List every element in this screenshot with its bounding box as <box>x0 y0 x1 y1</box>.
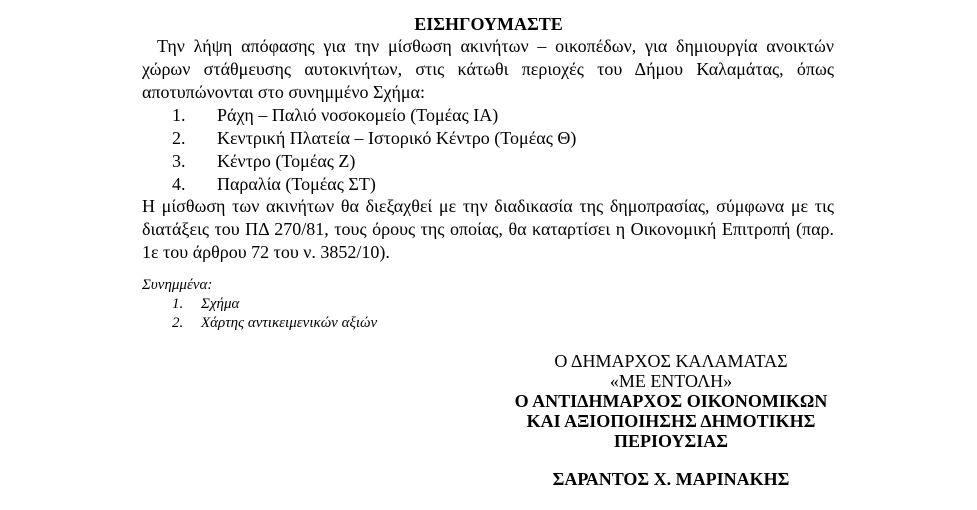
list-item <box>172 104 576 127</box>
list-item-number: 1. <box>172 105 186 125</box>
list-item <box>172 127 576 150</box>
list-item <box>172 173 576 196</box>
proposal-paragraph: Την λήψη απόφασης για την μίσθωση ακινήτων – οικοπέδων, για δημιουργία ανοικτών χώρων στάθμευσης αυτοκινήτων, στις κάτωθι περιοχές του Δήμου Καλαμάτας, όπως αποτυπώνονται στο συνημμένο Σχήμα: <box>142 36 834 102</box>
list-item-number: 4. <box>172 174 186 194</box>
list-item <box>172 295 377 314</box>
list-item <box>172 314 377 333</box>
list-item-text: Κέντρο (Τομέας Ζ) <box>217 151 356 171</box>
attachments-title: Συνημμένα: <box>142 277 213 293</box>
signature-line-title-cont: ΚΑΙ ΑΞΙΟΠΟΙΗΣΗΣ ΔΗΜΟΤΙΚΗΣ <box>526 411 816 431</box>
document-heading: ΕΙΣΗΓΟΥΜΑΣΤΕ <box>414 14 563 34</box>
areas-list <box>172 104 576 196</box>
attachments-list <box>172 295 377 333</box>
signature-line-title-end: ΠΕΡΙΟΥΣΙΑΣ <box>613 431 729 451</box>
list-item-text: Κεντρική Πλατεία – Ιστορικό Κέντρο (Τομέας Θ) <box>217 128 577 148</box>
list-item-number: 3. <box>172 151 186 171</box>
list-item-number: 1. <box>172 296 184 312</box>
signature-line-title: Ο ΑΝΤΙΔΗΜΑΡΧΟΣ ΟΙΚΟΝΟΜΙΚΩΝ <box>514 391 828 411</box>
list-item-text: Σχήμα <box>201 296 240 312</box>
list-item-text: Παραλία (Τομέας ΣΤ) <box>217 174 376 194</box>
list-item-text: Ράχη – Παλιό νοσοκομείο (Τομέας ΙΑ) <box>217 105 499 125</box>
list-item-number: 2. <box>172 128 186 148</box>
signature-line-mayor: Ο ΔΗΜΑΡΧΟΣ ΚΑΛΑΜΑΤΑΣ <box>554 351 788 371</box>
list-item-text: Χάρτης αντικειμενικών αξιών <box>201 315 378 331</box>
signature-gap <box>512 451 830 469</box>
procedure-paragraph: Η μίσθωση των ακινήτων θα διεξαχθεί με την διαδικασία της δημοπρασίας, σύμφωνα με τις διατάξεις του ΠΔ 270/81, τους όρους της οποίας, θα καταρτίσει η Οικονομική Επιτροπή (παρ. 1ε του άρθρου 72 του ν. 3852/10). <box>142 196 834 262</box>
list-item <box>172 150 576 173</box>
signatory-name: ΣΑΡΑΝΤΟΣ Χ. ΜΑΡΙΝΑΚΗΣ <box>552 469 790 489</box>
list-item-number: 2. <box>172 315 184 331</box>
signature-block <box>512 351 830 489</box>
signature-line-mandate: «ΜΕ ΕΝΤΟΛΗ» <box>609 371 733 391</box>
